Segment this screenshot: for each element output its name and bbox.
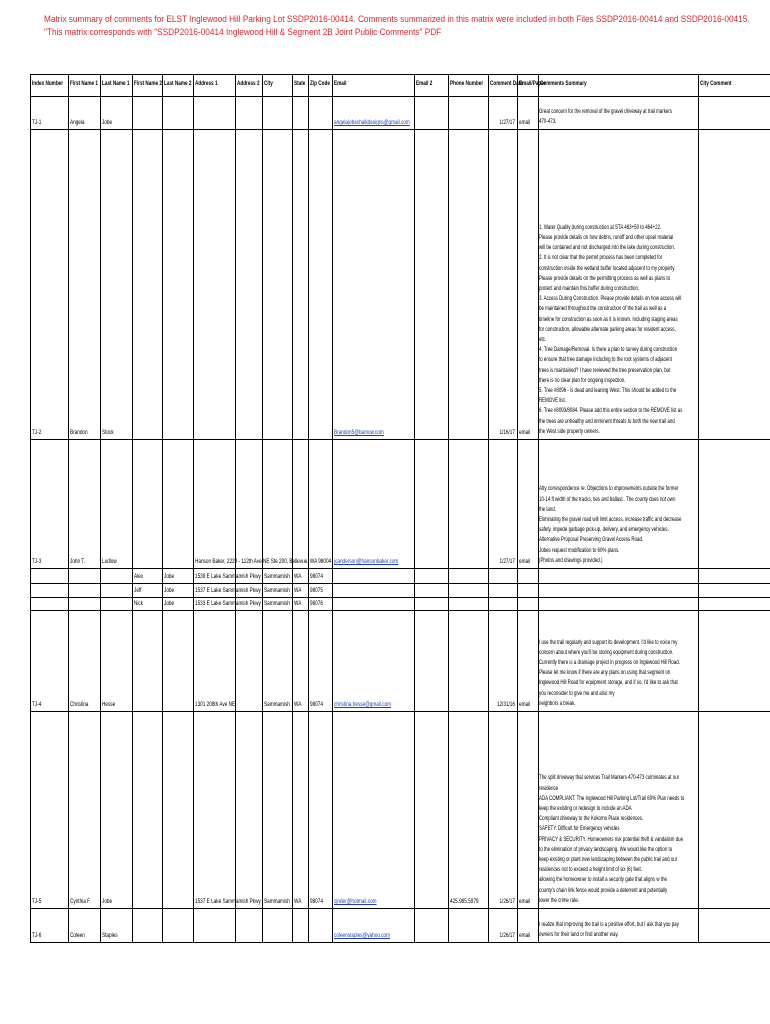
column-header-last-name-2: Last Name 2 [164,80,192,87]
grid-line [262,74,263,942]
last-name-2: Jobe [164,573,175,580]
comment-line: I use the trail regularly and support its development. I'd like to voice my [539,638,678,646]
comment-line: neighbors a break. [539,699,576,707]
column-header-city: City [264,80,273,87]
comment-line: residences not to exceed a height limit of six (6) feet. [539,866,642,874]
grid-line [30,583,770,584]
comment-line: (Photos and drawings provided.) [539,556,603,564]
last-name-1: Stock [102,429,114,436]
comment-line: The split driveway that services Trail Markers 470-473 culminates at our [539,774,680,782]
comment-line: etc. [539,336,547,343]
comment-line: REMOVE list. [539,397,566,405]
zip-code: 98074 [310,898,323,905]
comment-line: to the elimination of privacy landscaping. We would like the option to [539,845,673,853]
column-header-last-name-1: Last Name 1 [102,80,130,87]
comment-line: owners for their land or find another way. [539,930,619,938]
state: WA [294,701,302,708]
city: Sammamish [264,600,290,607]
zip-code: 98075 [310,587,323,594]
first-name-1: Cynthia F. [70,898,91,905]
address-1: 1539 E Lake Sammamish Pkwy [195,573,261,580]
grid-line [30,129,770,130]
state: WA [294,600,302,607]
column-header-email: Email [334,80,347,87]
column-header-comments-summary: Comments Summary [540,80,587,87]
row-index: TJ-4 [32,701,42,708]
comments-table [30,74,770,944]
grid-line [292,74,293,942]
comment-line: keep the existing or redesign to include an ADA [539,805,632,812]
comment-line: safety, impede garbage pick-up, delivery, and emergency vehicles. [539,526,669,534]
document-header [44,14,750,39]
comment-line: lower the crime rate. [539,896,579,904]
comment-date: 12/31/16 [496,701,515,708]
grid-line [30,74,31,942]
email-paper: email [519,119,531,126]
grid-line [30,908,770,909]
column-header-city-comment: City Comment [700,80,732,87]
grid-line [132,74,133,942]
last-name-2: Jobe [164,587,175,594]
comment-line: ADA COMPLIANT. The Inglewood Hill Parking Lot/Trail 60% Plan needs to [539,794,685,802]
comment-line: trees is maintained? I have reviewed the tree preservation plan, but [539,366,671,374]
last-name-1: Staples [102,932,118,939]
comment-line: 3. Access During Construction. Please provide details on how access will [539,295,682,303]
comment-line: there is no clear plan for ongoing inspection. [539,376,626,384]
last-name-2: Jobe [164,600,175,607]
grid-line [100,74,101,942]
comment-line: 4. Tree Damage/Removal. Is there a plan to survey during construction [539,346,678,354]
email-paper: email [519,898,531,905]
row-index: TJ-3 [32,558,42,565]
grid-line [193,74,194,942]
comment-line: Please provide details on how debris, runoff and other upset material [539,234,674,241]
grid-line [30,439,770,440]
comment-line: to ensure that tree damage including to the root systems of adjacent [539,356,672,364]
first-name-2: Alex [134,573,144,580]
comment-line: residence [539,784,559,792]
city: Sammamish [264,898,290,905]
comment-line: keep existing or plant new landscaping between the public trail and our [539,856,678,863]
comment-line: Currently there is a drainage project in progress on Inglewood Hill Road. [539,659,680,666]
phone-number: 425.985.5979 [450,898,479,905]
grid-line [68,74,69,942]
comment-line: the West side property owners. [539,427,600,435]
row-index: TJ-2 [32,429,42,436]
comment-line: PRIVACY & SECURITY. Homeowners risk potential theft & vandalism due [539,835,684,843]
email-link[interactable]: cjnder@hotmail.com [334,898,377,905]
city: Sammamish [264,701,290,708]
grid-line [30,597,770,598]
first-name-1: John T. [70,558,85,565]
comment-line: 5. Tree #8096 - is dead and leaning West. This should be added to the [539,387,677,394]
comment-date: 1/27/17 [499,558,515,565]
first-name-1: Brandon [70,429,88,436]
comment-line: Alternative Proposal Preserving Gravel Access Road. [539,536,644,544]
first-name-1: Coleen [70,932,85,939]
last-name-1: Jobe [102,898,113,905]
first-name-2: Nick [134,600,144,607]
column-header-phone-number: Phone Number [450,80,484,87]
address-1: 1301 208th Ave NE [195,701,236,708]
state: WA [294,573,302,580]
comment-line: Please provide details on the permitting process as well as plans to [539,274,671,282]
grid-line [517,74,518,942]
first-name-2: Jeff [134,587,142,594]
comment-date: 1/27/17 [499,119,515,126]
zip-code: 98074 [310,573,323,580]
comment-line: the land. [539,505,556,513]
comment-line: you reconsider to give me and also my [539,689,615,697]
comment-line: 470-473. [539,117,557,125]
comment-date: 1/16/17 [499,429,515,436]
comment-line: concern about where you'll be storing equipment during construction. [539,648,674,656]
column-header-email-paper: Email/Paper [519,80,546,87]
row-index: TJ-1 [32,119,42,126]
comment-line: 1. Water Quality during construction at STA 463+50 to 464+22. [539,223,662,231]
comment-line: Great concern for the removal of the gravel driveway at trail markers [539,107,673,115]
zip-code: 98074 [310,701,323,708]
last-name-1: Ludlow [102,558,117,565]
column-header-first-name-2: First Name 2 [134,80,162,87]
grid-line [698,74,699,942]
state: WA [294,587,302,594]
address-1: Hanson Baker, 2229 - 112th Ave NE Ste 200, Bellevue, WA 98004 [195,558,332,565]
comment-line: Please let me know if there are any plans on using that segment on [539,669,671,677]
grid-line [332,74,333,942]
grid-line [235,74,236,942]
column-header-first-name-1: First Name 1 [70,80,98,87]
address-1: 1537 E Lake Sammamish Pkwy [195,587,261,594]
comment-line: I realize that improving the trail is a positive effort, but I ask that you pay [539,920,679,928]
comment-line: 6. Tree #8093/8084. Please add this entire section to the REMOVE list as [539,407,683,415]
comment-line: SAFETY. Difficult for Emergency vehicles [539,825,620,833]
grid-line [414,74,415,942]
email-link[interactable]: coleenstaples@yahoo.com [334,932,391,939]
comment-date: 1/26/17 [499,932,515,939]
comment-line: for construction, allowable alternate parking areas for resident access, [539,325,676,333]
last-name-1: Hesse [102,701,116,708]
email-link[interactable]: jcanderson@hansonbaker.com [334,558,399,565]
grid-line [30,568,770,569]
row-index: TJ-6 [32,932,42,939]
comment-line: Eliminating the gravel road will limit access, increase traffic and decrease [539,516,682,523]
grid-line [30,711,770,712]
email-paper: email [519,558,531,565]
comment-line: the trees are unhealthy and imminent threats to both the new trail and [539,417,675,425]
comment-line: Atty correspondence re: Objections to improvements outside the former [539,485,679,493]
column-header-index-number: Index Number [32,80,64,87]
first-name-1: Christina [70,701,89,708]
header-line-1: Matrix summary of comments for ELST Inglewood Hill Parking Lot SSDP2016-00414. Comments summarized in this matrix were included in both Files SSDP2016-00414 and SSDP2016-00415. [44,14,750,25]
grid-line [30,942,770,943]
comment-date: 1/26/17 [499,898,515,905]
first-name-1: Angela [70,119,85,126]
comment-line: protect and maintain this buffer during construction. [539,285,640,292]
comment-line: allowing the homeowner to install a security gate that aligns w the [539,876,667,884]
comment-line: county's chain link fence would provide a deterrent and potentially [539,886,668,894]
column-header-email-2: Email 2 [416,80,433,87]
column-header-address-1: Address 1 [195,80,218,87]
column-header-state: State [294,80,306,87]
email-link[interactable]: angelajobechalkdesigns@gmail.com [334,119,410,126]
email-link[interactable]: Brandon5@bamow.com [334,429,384,436]
comment-line: Inglewood Hill Road for equipment storage, and if so, I'd like to ask that [539,679,678,687]
comment-line: 10-14 ft width of the tracks, ties and ballast.. The county does not own [539,495,676,503]
address-1: 1537 E Lake Sammamish Pkwy [195,898,261,905]
grid-line [30,96,770,97]
email-paper: email [519,701,531,708]
comment-line: construction inside the wetland buffer located adjacent to my property. [539,264,676,272]
comment-line: Compliant driveway to the Kokomo Place residences. [539,815,644,823]
city: Sammamish [264,587,290,594]
state: WA [294,898,302,905]
comment-line: 2. It is not clear that the permit process has been completed for [539,254,663,262]
column-header-zip-code: Zip Code [310,80,330,87]
grid-line [30,74,770,75]
comment-line: be maintained throughout the construction of the trail as well as a [539,305,667,313]
email-paper: email [519,429,531,436]
grid-line [448,74,449,942]
grid-line [162,74,163,942]
email-link[interactable]: christina.hesse@gmail.com [334,701,392,708]
comment-line: Jobes request modification to 60% plans. [539,546,620,554]
comment-line: timeline for construction as soon as it is known. Including staging areas [539,315,678,323]
column-header-comment-date: Comment Date [490,80,523,87]
header-line-2: "This matrix corresponds with "SSDP2016-00414 Inglewood Hill & Segment 2B Joint Public Comments" PDF [44,26,442,38]
grid-line [488,74,489,942]
grid-line [30,610,770,611]
grid-line [308,74,309,942]
city: Sammamish [264,573,290,580]
address-1: 1533 E Lake Sammamish Pkwy [195,600,261,607]
comment-line: will be contained and not discharged into the lake during construction. [539,244,675,252]
email-paper: email [519,932,531,939]
row-index: TJ-5 [32,898,42,905]
column-header-address-2: Address 2 [237,80,260,87]
last-name-1: Jobe [102,119,113,126]
zip-code: 98076 [310,600,323,607]
